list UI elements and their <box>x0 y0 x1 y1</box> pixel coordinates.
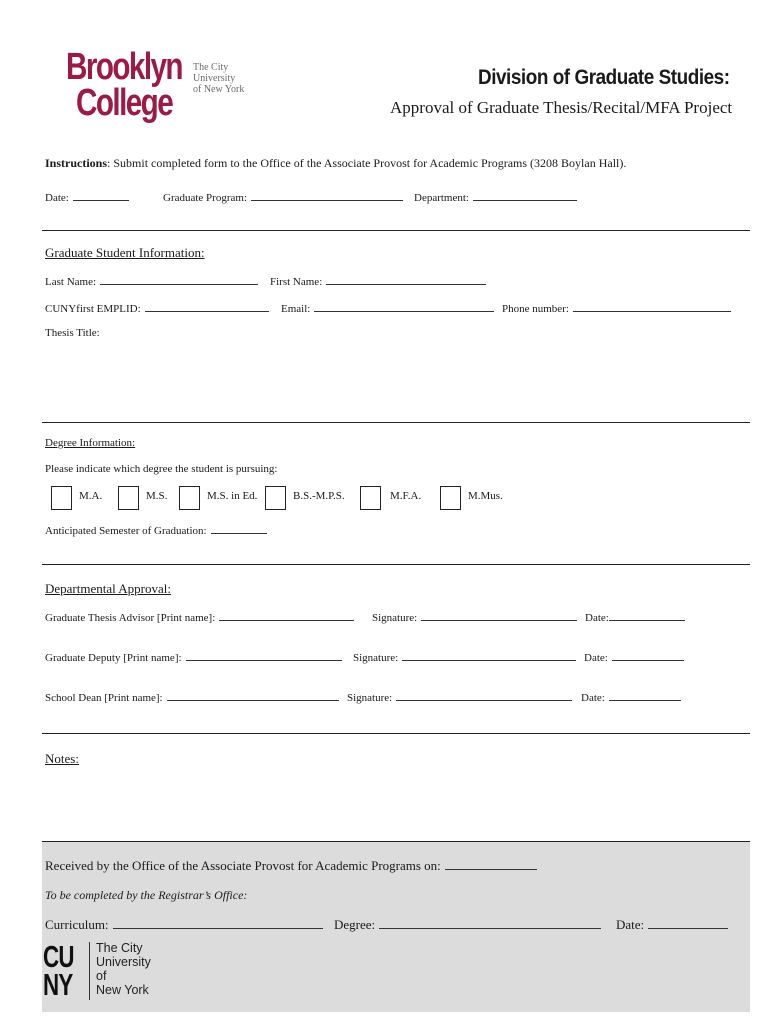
deputy-date-label: Date: <box>584 652 608 664</box>
last-name-label: Last Name: <box>45 276 97 288</box>
emplid-blank[interactable] <box>145 300 269 312</box>
date-blank[interactable] <box>73 189 129 201</box>
logo-cuny-line2: University <box>193 73 236 84</box>
degree-info-heading: Degree Information: <box>45 437 136 449</box>
cuny-text-line4: New York <box>96 983 149 997</box>
section-divider <box>42 841 750 842</box>
deputy-name-blank[interactable] <box>186 649 342 661</box>
advisor-signature-field[interactable] <box>372 609 577 624</box>
advisor-date-field[interactable] <box>585 609 685 624</box>
curriculum-blank[interactable] <box>113 916 323 929</box>
dean-name-label: School Dean [Print name]: <box>45 692 163 704</box>
advisor-date-blank[interactable] <box>609 609 685 621</box>
degree-option-mmus: M.Mus. <box>468 490 503 502</box>
degree-option-ma: M.A. <box>79 490 103 502</box>
approval-heading: Departmental Approval: <box>45 581 171 596</box>
phone-field[interactable] <box>502 300 731 315</box>
received-label: Received by the Office of the Associate Provost for Academic Programs on: <box>45 858 441 873</box>
graduate-program-field[interactable] <box>163 189 403 204</box>
advisor-name-field[interactable] <box>45 609 354 624</box>
checkbox-mfa[interactable] <box>360 486 381 510</box>
deputy-signature-label: Signature: <box>353 652 399 664</box>
checkbox-ms[interactable] <box>118 486 139 510</box>
checkbox-ms-in-ed[interactable] <box>179 486 200 510</box>
department-blank[interactable] <box>473 189 577 201</box>
page-title: Division of Graduate Studies: <box>478 66 730 89</box>
registrar-date-field[interactable] <box>616 916 728 933</box>
deputy-signature-blank[interactable] <box>402 649 576 661</box>
dean-name-field[interactable] <box>45 689 339 704</box>
date-label: Date: <box>45 192 69 204</box>
logo-college-word: College <box>76 82 173 124</box>
instructions-label: Instructions <box>45 156 108 170</box>
graduate-program-blank[interactable] <box>251 189 403 201</box>
logo-cuny-line1: The City <box>193 62 229 73</box>
anticipated-semester-label: Anticipated Semester of Graduation: <box>45 525 207 537</box>
registrar-instruction: To be completed by the Registrar’s Office: <box>45 888 248 902</box>
emplid-field[interactable] <box>45 300 269 315</box>
checkbox-ma[interactable] <box>51 486 72 510</box>
student-info-heading: Graduate Student Information: <box>45 245 205 260</box>
registrar-degree-field[interactable] <box>334 916 601 933</box>
thesis-title-area[interactable] <box>42 342 750 417</box>
degree-option-bs-mps: B.S.-M.P.S. <box>293 490 345 502</box>
cuny-text-line3: of <box>96 969 107 983</box>
last-name-blank[interactable] <box>100 273 258 285</box>
degree-option-ms-in-ed: M.S. in Ed. <box>207 490 258 502</box>
instructions <box>45 156 626 171</box>
first-name-label: First Name: <box>270 276 323 288</box>
department-label: Department: <box>414 192 469 204</box>
first-name-blank[interactable] <box>326 273 486 285</box>
registrar-degree-blank[interactable] <box>379 916 601 929</box>
received-blank[interactable] <box>445 857 537 870</box>
cuny-letters-bottom: NY <box>43 967 73 1002</box>
brooklyn-college-logo <box>66 48 246 130</box>
deputy-date-blank[interactable] <box>612 649 684 661</box>
cuny-logo <box>42 939 162 1002</box>
curriculum-field[interactable] <box>45 916 323 933</box>
dean-name-blank[interactable] <box>167 689 339 701</box>
thesis-title-label: Thesis Title: <box>45 327 100 339</box>
dean-date-blank[interactable] <box>609 689 681 701</box>
department-field[interactable] <box>414 189 577 204</box>
cuny-letters-top: CU <box>43 939 74 974</box>
dean-date-field[interactable] <box>581 689 681 704</box>
email-field[interactable] <box>281 300 494 315</box>
deputy-name-field[interactable] <box>45 649 342 664</box>
anticipated-semester-field[interactable] <box>45 522 267 537</box>
cuny-logo-divider <box>89 942 90 1000</box>
curriculum-label: Curriculum: <box>45 917 109 932</box>
last-name-field[interactable] <box>45 273 258 288</box>
phone-blank[interactable] <box>573 300 731 312</box>
dean-signature-field[interactable] <box>347 689 572 704</box>
section-divider <box>42 230 750 231</box>
notes-heading: Notes: <box>45 751 79 766</box>
dean-signature-label: Signature: <box>347 692 393 704</box>
checkbox-bs-mps[interactable] <box>265 486 286 510</box>
date-field[interactable] <box>45 189 129 204</box>
logo-cuny-line3: of New York <box>193 84 245 95</box>
emplid-label: CUNYfirst EMPLID: <box>45 303 141 315</box>
advisor-date-label: Date: <box>585 612 609 624</box>
degree-option-ms: M.S. <box>146 490 168 502</box>
page-subtitle: Approval of Graduate Thesis/Recital/MFA Project <box>390 98 733 117</box>
dean-date-label: Date: <box>581 692 605 704</box>
graduate-program-label: Graduate Program: <box>163 192 247 204</box>
logo-brooklyn-word: Brooklyn <box>66 46 182 88</box>
advisor-name-label: Graduate Thesis Advisor [Print name]: <box>45 612 216 624</box>
advisor-signature-blank[interactable] <box>421 609 577 621</box>
dean-signature-blank[interactable] <box>396 689 572 701</box>
degree-option-mfa: M.F.A. <box>390 490 422 502</box>
registrar-degree-label: Degree: <box>334 917 376 932</box>
registrar-date-label: Date: <box>616 917 645 932</box>
deputy-signature-field[interactable] <box>353 649 576 664</box>
deputy-date-field[interactable] <box>584 649 684 664</box>
email-blank[interactable] <box>314 300 494 312</box>
instructions-text: : Submit completed form to the Office of the Associate Provost for Academic Programs (3208 Boylan Hall). <box>107 156 627 170</box>
section-divider <box>42 422 750 423</box>
registrar-date-blank[interactable] <box>648 916 728 929</box>
anticipated-semester-blank[interactable] <box>211 522 267 534</box>
degree-prompt: Please indicate which degree the student is pursuing: <box>45 463 278 475</box>
notes-area[interactable] <box>42 770 750 836</box>
received-field[interactable] <box>45 857 537 874</box>
cuny-text-line2: University <box>96 955 151 969</box>
advisor-name-blank[interactable] <box>219 609 354 621</box>
first-name-field[interactable] <box>270 273 486 288</box>
section-divider <box>42 733 750 734</box>
checkbox-mmus[interactable] <box>440 486 461 510</box>
email-label: Email: <box>281 303 311 315</box>
section-divider <box>42 564 750 565</box>
cuny-text-line1: The City <box>96 941 143 955</box>
deputy-name-label: Graduate Deputy [Print name]: <box>45 652 182 664</box>
advisor-signature-label: Signature: <box>372 612 418 624</box>
phone-label: Phone number: <box>502 303 569 315</box>
